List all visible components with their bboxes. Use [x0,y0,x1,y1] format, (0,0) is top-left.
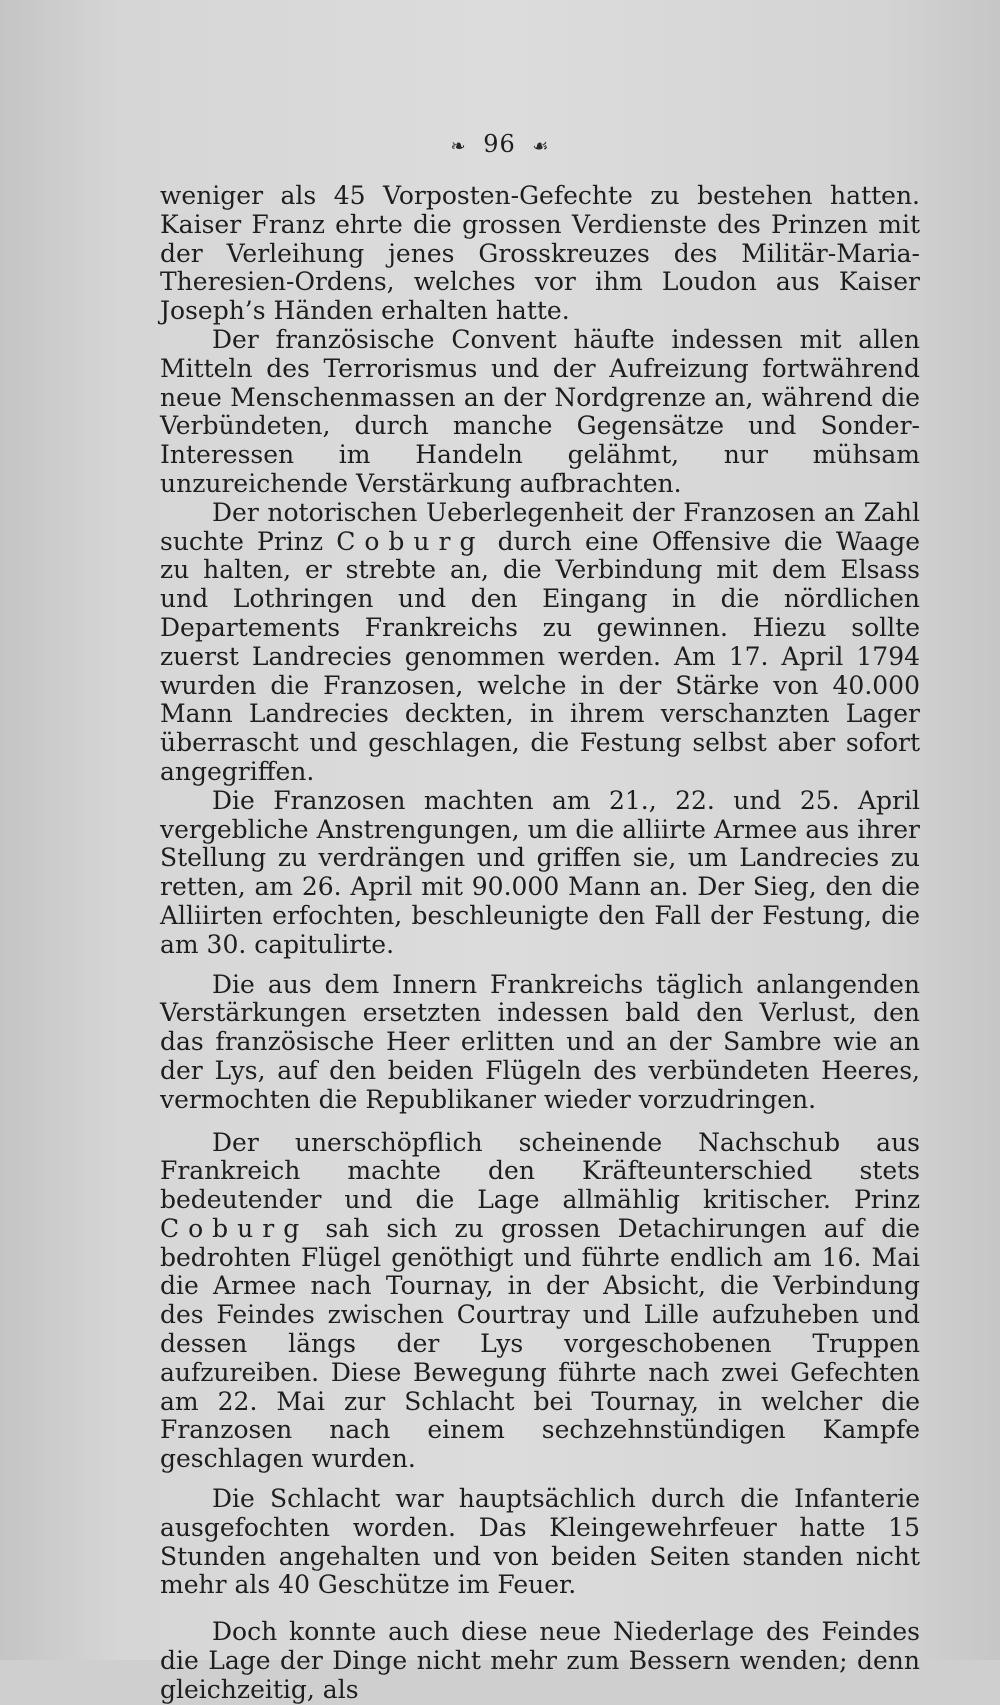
paragraph: Die Franzosen machten am 21., 22. und 25. April vergebliche Anstrengungen, um die alliirte Armee aus ihrer Stellung zu verdrängen und griffen sie, um Landrecies zu retten, am 26. April mit 90.000 Mann an. Der Sieg, den die Alliirten erfochten, beschleunigte den Fall der Festung, die am 30. capitulirte. [160,785,920,959]
paragraph-text: Der notorischen Ueberlegenheit der Franzosen an Zahl suchte Prinz [160,497,920,556]
paragraph: Die Schlacht war hauptsächlich durch die Infanterie ausgefochten worden. Das Kleingewehrfeuer hatte 15 Stunden angehalten und von beiden Seiten standen nicht mehr als 40 Geschütze im Feuer. [160,1484,920,1600]
paragraph: Der französische Convent häufte indessen mit allen Mitteln des Terrorismus und der Aufreizung fortwährend neue Menschenmassen an der Nordgrenze an, während die Verbündeten, durch manche Gegensätze und Sonder-Interessen im Handeln gelähmt, nur mühsam unzureichende Verstärkung aufbrachten. [160,324,920,498]
paragraph [160,499,920,787]
body-text [160,182,920,1705]
emphasized-name: Coburg [160,1213,309,1243]
ornament-right-icon: ☙ [532,136,550,157]
emphasized-name: Coburg [336,526,485,556]
page-number: 96 [483,130,516,158]
ornament-left-icon: ❧ [450,136,467,157]
paragraph-text: Der unerschöpflich scheinende Nachschub aus Frankreich machte den Kräfteunterschied stets bedeutender und die Lage allmählig kritischer. Prinz [160,1127,920,1215]
paragraph: Doch konnte auch diese neue Niederlage des Feindes die Lage der Dinge nicht mehr zum Bessern wenden; denn gleichzeitig, als [160,1617,920,1704]
page-header [0,130,1000,158]
paragraph-text: durch eine Offensive die Waage zu halten, er strebte an, die Verbindung mit dem Elsass und Lothringen und den Eingang in die nördlichen Departements Frankreichs zu gewinnen. Hiezu sollte zuerst Landrecies genommen werden. Am 17. April 1794 wurden die Franzosen, welche in der Stärke von 40.000 Mann Landrecies deckten, in ihrem verschanzten Lager überrascht und geschlagen, die Festung selbst aber sofort angegriffen. [160,526,920,786]
paragraph: Die aus dem Innern Frankreichs täglich anlangenden Verstärkungen ersetzten indessen bald den Verlust, den das französische Heer erlitten und an der Sambre wie an der Lys, auf den beiden Flügeln des verbündeten Heeres, vermochten die Republikaner wieder vorzudringen. [160,969,920,1114]
paragraph [160,1129,920,1475]
paragraph-text: sah sich zu grossen Detachirungen auf die bedrohten Flügel genöthigt und führte endlich am 16. Mai die Armee nach Tournay, in der Absicht, die Verbindung des Feindes zwischen Courtray und Lille aufzuheben und dessen längs der Lys vorgeschobenen Truppen aufzureiben. Diese Bewegung führte nach zwei Gefechten am 22. Mai zur Schlacht bei Tournay, in welcher die Franzosen nach einem sechzehnstündigen Kampfe geschlagen wurden. [160,1213,920,1474]
paragraph-continuation: weniger als 45 Vorposten-Gefechte zu bestehen hatten. Kaiser Franz ehrte die grossen Verdienste des Prinzen mit der Verleihung jenes Grosskreuzes des Militär-Maria-Theresien-Ordens, welches vor ihm Loudon aus Kaiser Joseph’s Händen erhalten hatte. [160,181,920,326]
